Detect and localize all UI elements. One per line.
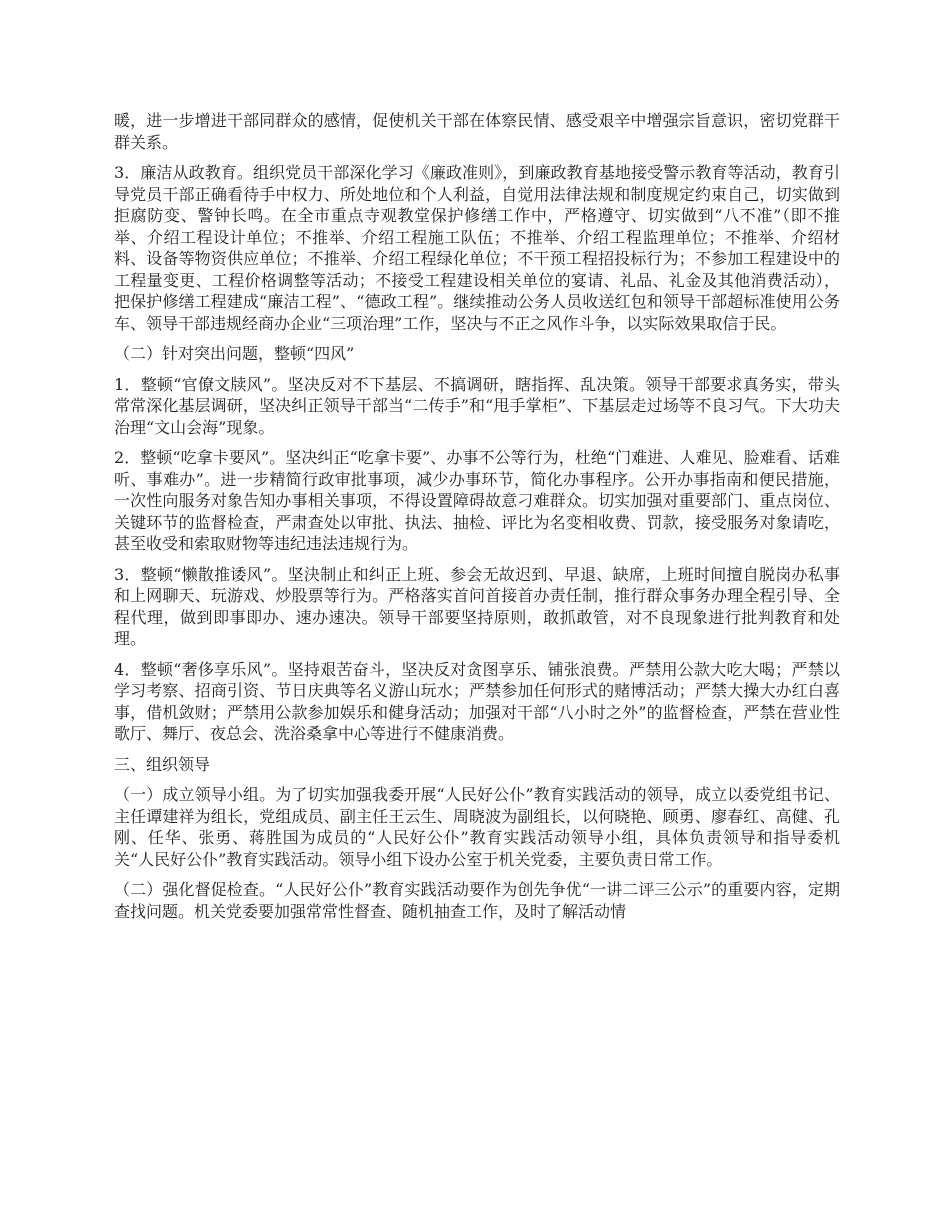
- paragraph-clean-governance-education: 3．廉洁从政教育。组织党员干部深化学习《廉政准则》，到廉政教育基地接受警示教育等活动，教育引导党员干部正确看待手中权力、所处地位和个人利益，自觉用法律法规和制度规定约束自己，切实做到拒腐防变、警钟长鸣。在全市重点寺观教堂保护修缮工作中，严格遵守、切实做到“八不准”（即不推举、介绍工程设计单位；不推举、介绍工程施工队伍；不推举、介绍工程监理单位；不推举、介绍材料、设备等物资供应单位；不推举、介绍工程绿化单位；不干预工程招投标行为；不参加工程建设中的工程量变更、工程价格调整等活动；不接受工程建设相关单位的宴请、礼品、礼金及其他消费活动），把保护修缮工程建成“廉洁工程”、“德政工程”。继续推动公务人员收送红包和领导干部超标准使用公务车、领导干部违规经商办企业“三项治理”工作，坚决与不正之风作斗争，以实际效果取信于民。: [114, 163, 840, 333]
- paragraph-eat-take-style: 2．整顿“吃拿卡要风”。坚决纠正“吃拿卡要”、办事不公等行为，杜绝“门难进、人难见、脸难看、话难听、事难办”。进一步精简行政审批事项，减少办事环节，简化办事程序。公开办事指南和便民措施，一次性向服务对象告知办事相关事项，不得设置障碍故意刁难群众。切实加强对重要部门、重点岗位、关键环节的监督检查，严肃查处以审批、执法、抽检、评比为名变相收费、罚款，接受服务对象请吃，甚至收受和索取财物等违纪违法违规行为。: [114, 448, 840, 553]
- subheading-four-styles: （二）针对突出问题，整顿“四风”: [114, 344, 355, 363]
- paragraph-luxury-style: 4．整顿“奢侈享乐风”。坚持艰苦奋斗，坚决反对贪图享乐、铺张浪费。严禁用公款大吃大喝；严禁以学习考察、招商引资、节日庆典等名义游山玩水；严禁参加任何形式的赌博活动；严禁大操大办红白喜事，借机敛财；严禁用公款参加娱乐和健身活动；加强对干部“八小时之外”的监督检查，严禁在营业性歌厅、舞厅、夜总会、洗浴桑拿中心等进行不健康消费。: [114, 659, 840, 743]
- paragraph-leading-group: （一）成立领导小组。为了切实加强我委开展“人民好公仆”教育实践活动的领导，成立以委党组书记、主任谭建祥为组长，党组成员、副主任王云生、周晓波为副组长，以何晓艳、顾勇、廖春红、高健、孔刚、任华、张勇、蒋胜国为成员的“人民好公仆”教育实践活动领导小组，具体负责领导和指导委机关“人民好公仆”教育实践活动。领导小组下设办公室于机关党委，主要负责日常工作。: [114, 785, 840, 869]
- paragraph-continuation: 暖，进一步增进干部同群众的感情，促使机关干部在体察民情、感受艰辛中增强宗旨意识，密切党群干群关系。: [114, 111, 840, 152]
- paragraph-lazy-style: 3．整顿“懒散推诿风”。坚決制止和纠正上班、参会无故迟到、早退、缺席，上班时间擅自脱岗办私事和上网聊天、玩游戏、炒股票等行为。严格落实首问首接首办责任制，推行群众事务办理全程引导、全程代理，做到即事即办、速办速决。领导干部要坚持原则，敢抓敢管，对不良现象进行批判教育和处理。: [114, 564, 840, 648]
- section-heading-organization: 三、组织领导: [114, 754, 211, 774]
- document-page: [114, 110, 840, 931]
- paragraph-supervision: （二）强化督促检查。“人民好公仆”教育实践活动要作为创先争优“一讲二评三公示”的重要内容，定期查找问题。机关党委要加强常常性督查、随机抽查工作，及时了解活动情: [114, 880, 840, 921]
- paragraph-bureaucratic-style: 1．整顿“官僚文牍风”。坚决反对不下基层、不搞调研，瞎指挥、乱决策。领导干部要求真务实，带头常常深化基层调研，坚决纠正领导干部当“二传手”和“甩手掌柜”、下基层走过场等不良习气。下大功夫治理“文山会海”现象。: [114, 374, 840, 437]
